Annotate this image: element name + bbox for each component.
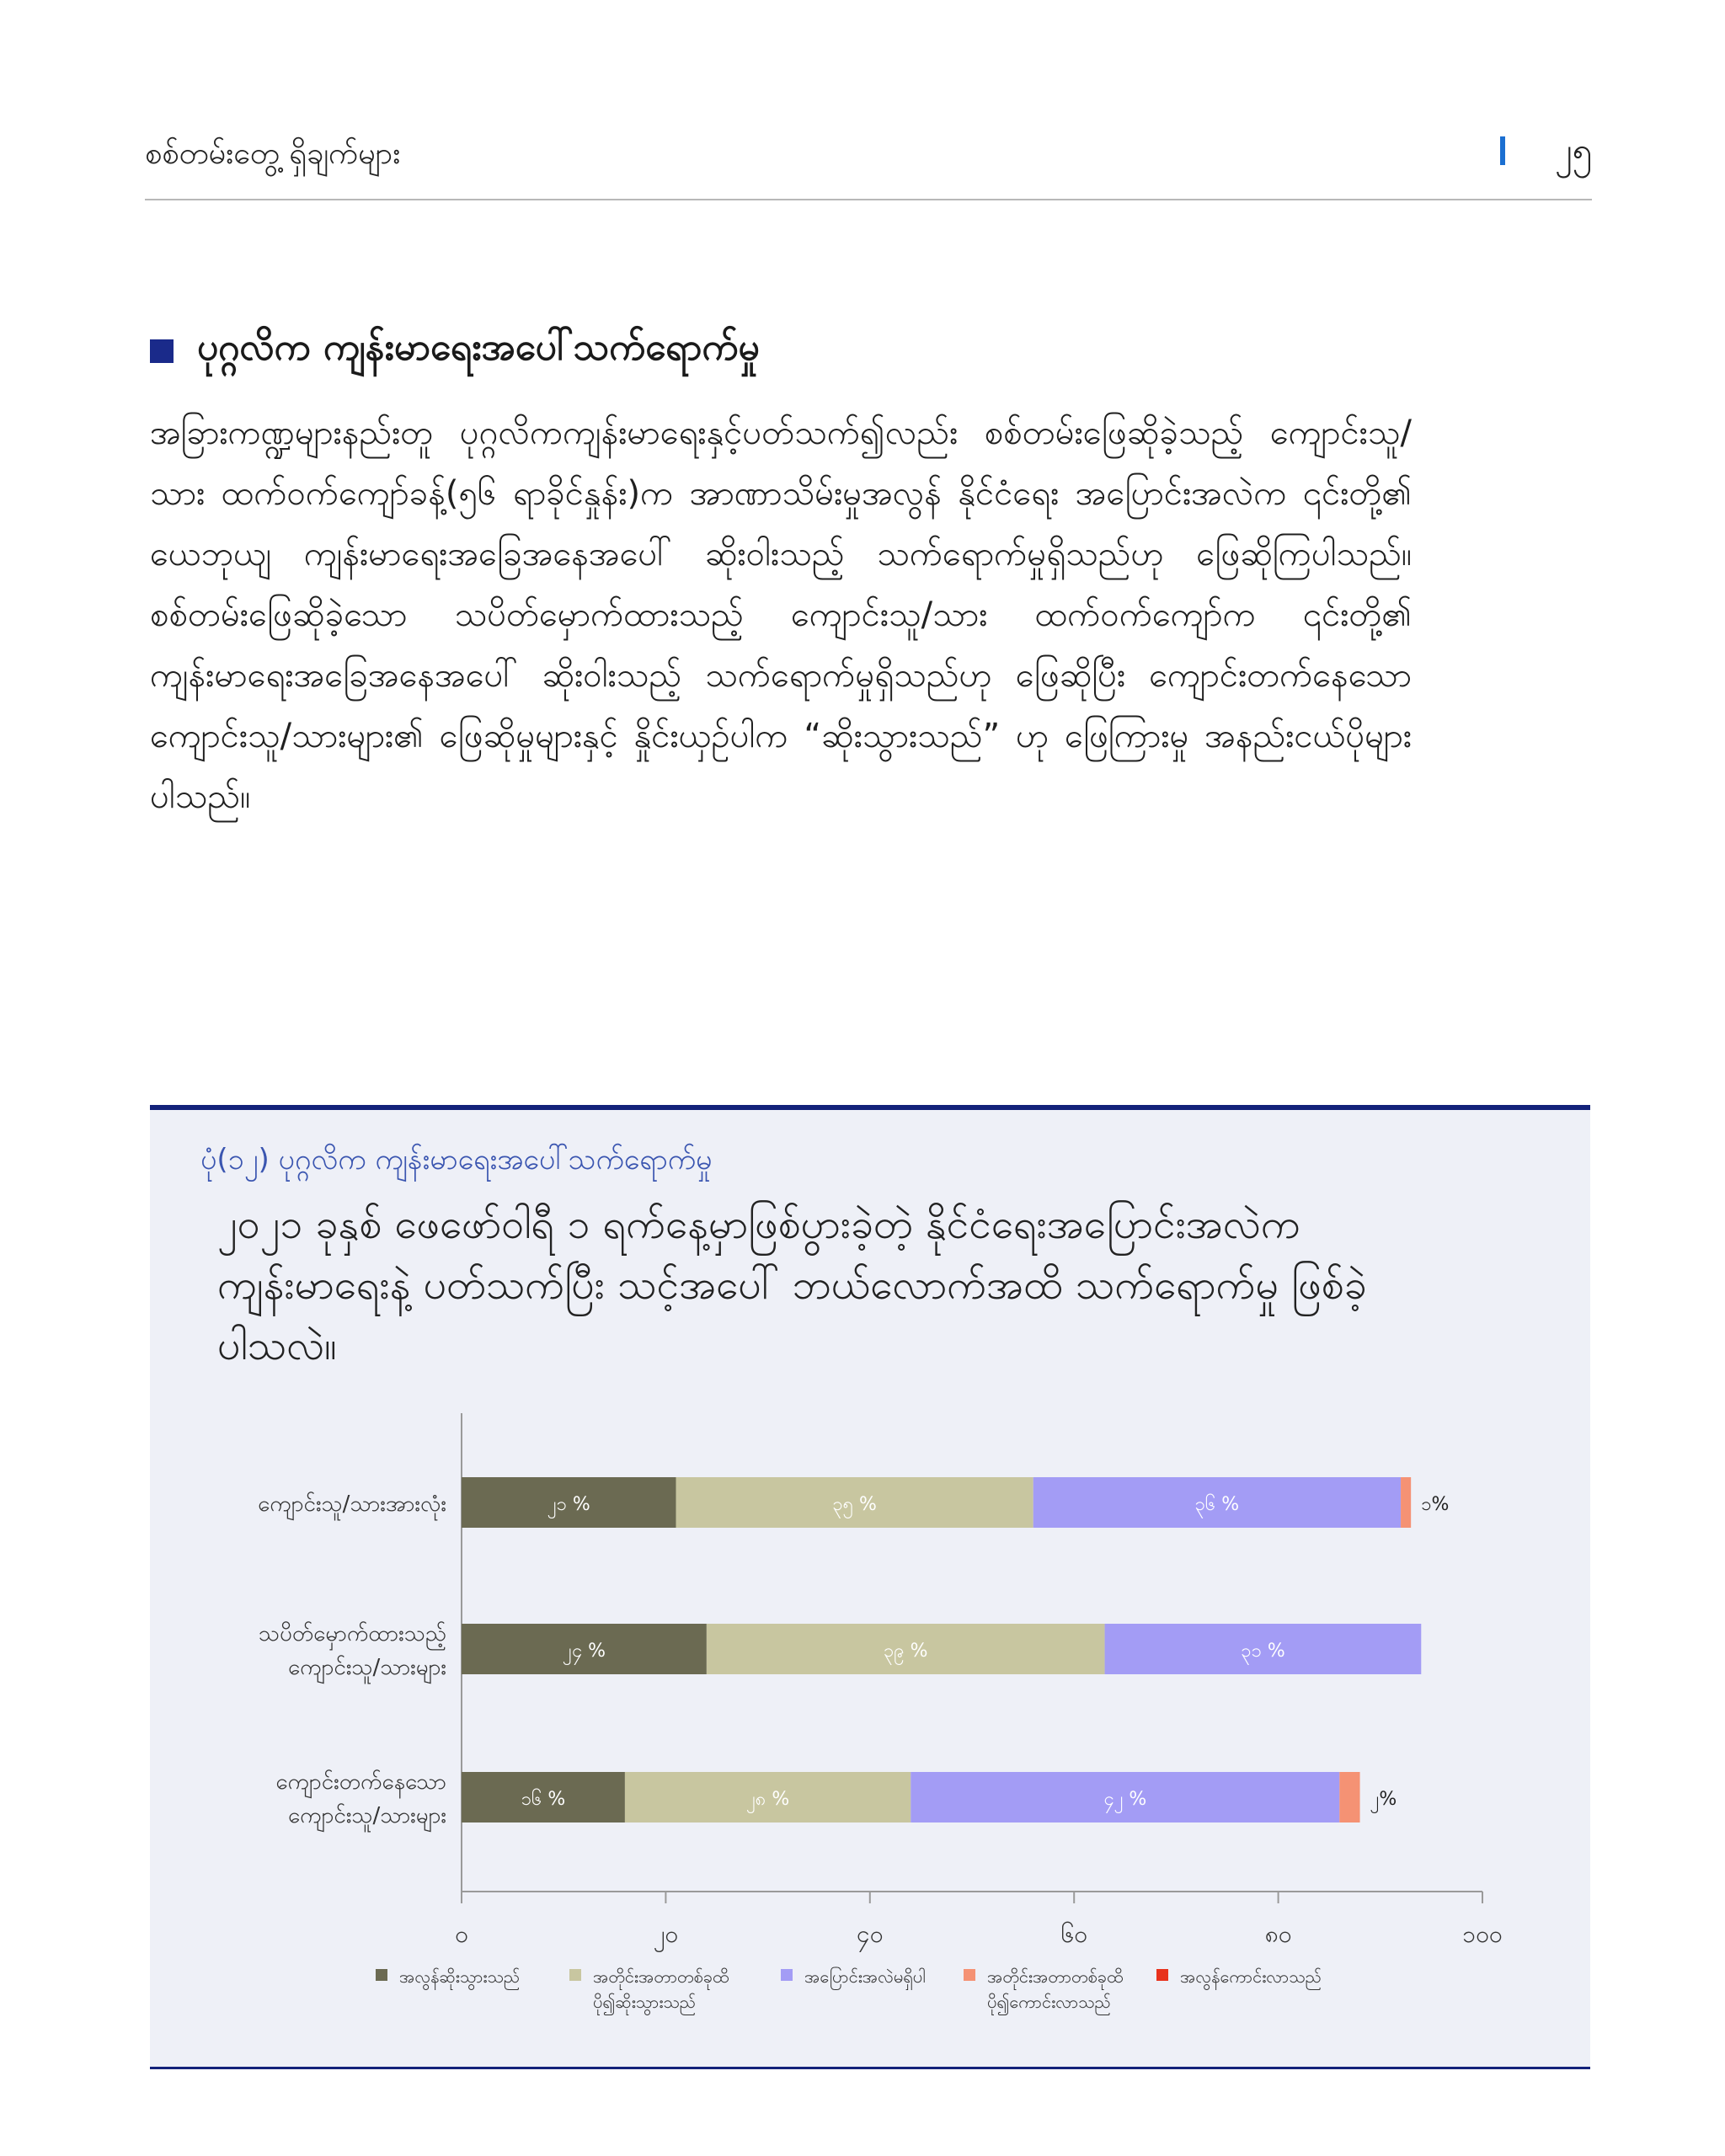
page-header bbox=[145, 128, 1592, 200]
data-label: ၃၅ % bbox=[832, 1494, 877, 1515]
category-label: ကျောင်းသူ/သားများ bbox=[288, 1655, 446, 1680]
data-label: ၃၆ % bbox=[1194, 1494, 1240, 1515]
x-tick-label: ၆၀ bbox=[1060, 1920, 1087, 1948]
legend-label: အပြောင်းအလဲမရှိပါ bbox=[804, 1967, 926, 1987]
x-tick-label: ၈၀ bbox=[1264, 1920, 1292, 1948]
body-paragraph: အခြားကဏ္ဍများနည်းတူ ပုဂ္ဂလိကကျန်းမာရေးနှင့်ပတ်သက်၍လည်း စစ်တမ်းဖြေဆိုခဲ့သည့် ကျောင်းသူ/သား ထက်ဝက်ကျော်ခန့်(၅၆ ရာခိုင်နှုန်း)က အာဏာသိမ်းမှုအလွန် နိုင်ငံရေး အပြောင်းအလဲက ၎င်းတို့၏ ယေဘုယျ ကျန်းမာရေးအခြေအနေအပေါ် ဆိုးဝါးသည့် သက်ရောက်မှုရှိသည်ဟု ဖြေဆိုကြပါသည်။ စစ်တမ်းဖြေဆိုခဲ့သော သပိတ်မှောက်ထားသည့် ကျောင်းသူ/သား ထက်ဝက်ကျော်က ၎င်းတို့၏ ကျန်းမာရေးအခြေအနေအပေါ် ဆိုးဝါးသည့် သက်ရောက်မှုရှိသည်ဟု ဖြေဆိုပြီး ကျောင်းတက်နေသော ကျောင်းသူ/သားများ၏ ဖြေဆိုမှုများနှင့် နှိုင်းယှဉ်ပါက “ဆိုးသွားသည်” ဟု ဖြေကြားမှု အနည်းငယ်ပိုများပါသည်။ bbox=[150, 414, 1412, 816]
x-tick-label: ၁၀၀ bbox=[1462, 1920, 1503, 1948]
category-label: ကျောင်းတက်နေသော bbox=[275, 1769, 446, 1795]
figure-panel bbox=[150, 1105, 1590, 2069]
legend-swatch bbox=[781, 1969, 793, 1981]
header-divider bbox=[145, 199, 1592, 200]
legend-swatch bbox=[964, 1969, 975, 1981]
data-label: ၂% bbox=[1370, 1789, 1397, 1810]
category-label: သပိတ်မှောက်ထားသည့် bbox=[258, 1621, 446, 1646]
legend-label: အတိုင်းအတာတစ်ခုထိ bbox=[987, 1967, 1124, 1987]
category-label: ကျောင်းသူ/သားအားလုံး bbox=[258, 1492, 446, 1517]
legend-label: အလွန်ဆိုးသွားသည် bbox=[399, 1967, 521, 1987]
data-label: ၂၁ % bbox=[547, 1494, 590, 1515]
data-label: ၁% bbox=[1421, 1494, 1450, 1515]
figure-question: ၂၀၂၁ ခုနှစ် ဖေဖော်ဝါရီ ၁ ရက်နေ့မှာဖြစ်ပွားခဲ့တဲ့ နိုင်ငံရေးအပြောင်းအလဲက ကျန်းမာရေးနဲ့ ပတ်သက်ပြီး သင့်အပေါ် ဘယ်လောက်အထိ သက်ရောက်မှု ဖြစ်ခဲ့ပါသလဲ။ bbox=[217, 1201, 1367, 1369]
square-bullet-icon bbox=[150, 339, 174, 363]
legend-label: အလွန်ကောင်းလာသည် bbox=[1180, 1967, 1322, 1987]
x-tick-label: ၀ bbox=[455, 1920, 468, 1948]
data-label: ၂၄ % bbox=[562, 1641, 606, 1662]
data-label: ၂၈ % bbox=[745, 1789, 790, 1810]
legend-label: ပို၍ကောင်းလာသည် bbox=[987, 1992, 1111, 2012]
header-accent-bar bbox=[1500, 136, 1505, 165]
page-number: ၂၅ bbox=[1554, 130, 1592, 171]
section-heading bbox=[150, 322, 760, 381]
legend-swatch bbox=[376, 1969, 387, 1981]
legend-label: အတိုင်းအတာတစ်ခုထိ bbox=[593, 1967, 729, 1987]
legend-swatch bbox=[1156, 1969, 1168, 1981]
stacked-bar-chart bbox=[150, 1110, 1590, 2067]
running-header-title: စစ်တမ်းတွေ့ ရှိချက်များ bbox=[145, 136, 401, 171]
x-tick-label: ၂၀ bbox=[653, 1920, 679, 1948]
figure-label: ပုံ(၁၂) ပုဂ္ဂလိက ကျန်းမာရေးအပေါ်သက်ရောက်မှု bbox=[200, 1143, 713, 1177]
data-label: ၃၁ % bbox=[1241, 1641, 1285, 1662]
bar-segment bbox=[1339, 1772, 1359, 1822]
category-label: ကျောင်းသူ/သားများ bbox=[288, 1803, 446, 1828]
bar-segment bbox=[1401, 1477, 1411, 1528]
legend-label: ပို၍ဆိုးသွားသည် bbox=[593, 1992, 697, 2012]
x-tick-label: ၄၀ bbox=[857, 1920, 884, 1948]
legend-swatch bbox=[569, 1969, 581, 1981]
data-label: ၃၉ % bbox=[883, 1641, 928, 1662]
data-label: ၄၂ % bbox=[1103, 1789, 1147, 1810]
data-label: ၁၆ % bbox=[521, 1789, 566, 1810]
section-title: ပုဂ္ဂလိက ကျန်းမာရေးအပေါ်သက်ရောက်မှု bbox=[197, 326, 760, 369]
